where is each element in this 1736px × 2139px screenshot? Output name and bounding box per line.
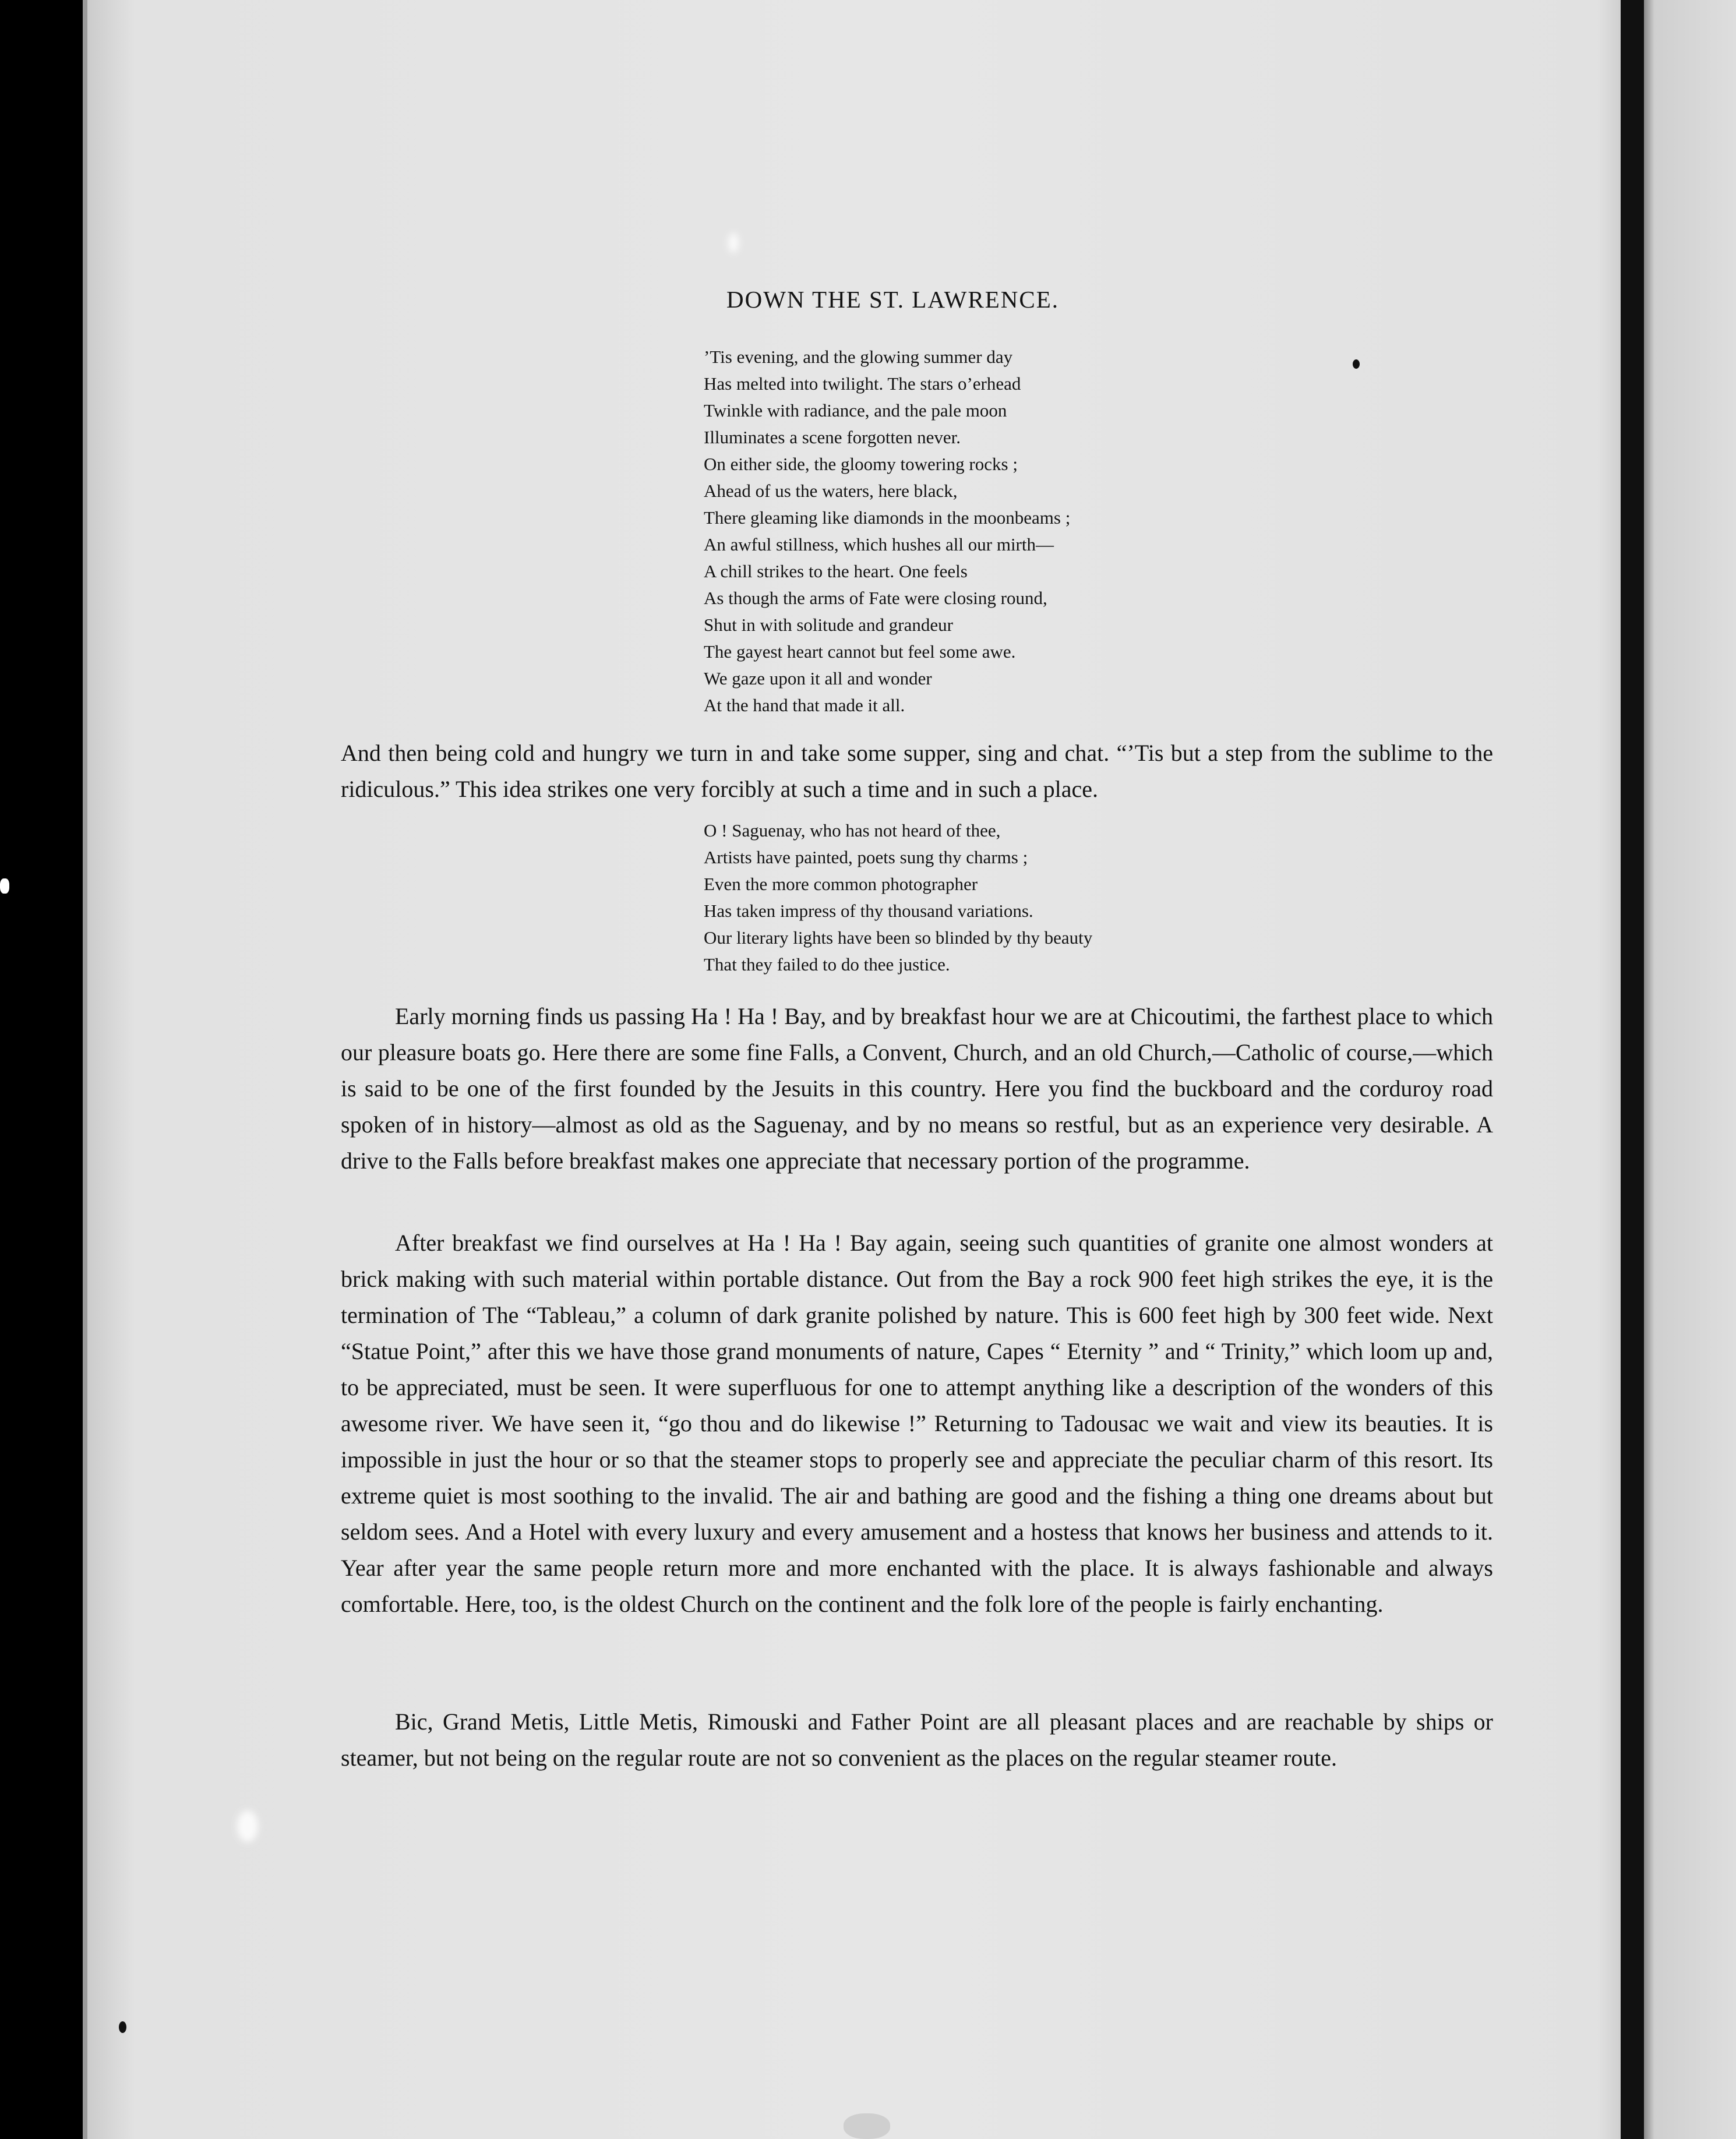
poem-line: On either side, the gloomy towering rocks ;: [704, 454, 1018, 474]
poem-line: Twinkle with radiance, and the pale moon: [704, 400, 1007, 421]
poem-line: A chill strikes to the heart. One feels: [704, 561, 968, 581]
poem-line: ’Tis evening, and the glowing summer day: [704, 347, 1013, 367]
poem-line: Our literary lights have been so blinded by thy beauty: [704, 927, 1093, 948]
poem-line: Illuminates a scene forgotten never.: [704, 427, 961, 447]
paragraph-ha-ha-bay: After breakfast we find ourselves at Ha ! Ha ! Bay again, seeing such quantities of granite one almost wonders at brick making with such material within portable distance. Out from the Bay a rock 900 feet high strikes the eye, it is the termination of The “Tableau,” a column of dark granite polished by nature. This is 600 feet high by 300 feet wide. Next “Statue Point,” after this we have those grand monuments of nature, Capes “ Eternity ” and “ Trinity,” which loom up and, to be appreciated, must be seen. It were superfluous for one to attempt anything like a description of the wonders of this awesome river. We have seen it, “go thou and do likewise !” Returning to Tadousac we wait and view its beauties. It is impossible in just the hour or so that the steamer stops to properly see and appreciate the peculiar charm of this resort. Its extreme quiet is most soothing to the invalid. The air and bathing are good and the fishing a thing one dreams about but seldom sees. And a Hotel with every luxury and every amusement and a hostess that knows her business and attends to it. Year after year the same people return more and more enchanted with the place. It is always fashionable and always comfortable. Here, too, is the oldest Church on the continent and the folk lore of the people is fairly enchanting.: [341, 1230, 1493, 1617]
poem-line: There gleaming like diamonds in the moonbeams ;: [704, 507, 1071, 528]
ink-speck: [1353, 359, 1360, 369]
scanned-page: [83, 0, 1621, 2139]
poem-line: Has taken impress of thy thousand variations.: [704, 901, 1033, 921]
ink-speck: [844, 2113, 890, 2139]
poem-saguenay-evening: [704, 344, 1070, 719]
page-title: DOWN THE ST. LAWRENCE.: [726, 286, 1059, 313]
paragraph-supper: And then being cold and hungry we turn in and take some supper, sing and chat. “’Tis but a step from the sublime to the ridiculous.” This idea strikes one very forcibly at such a time and in such a place.: [341, 740, 1493, 802]
poem-line: O ! Saguenay, who has not heard of thee,: [704, 820, 1001, 841]
poem-line: Even the more common photographer: [704, 874, 978, 894]
poem-line: We gaze upon it all and wonder: [704, 668, 932, 689]
poem-o-saguenay: [704, 817, 1092, 978]
poem-line: At the hand that made it all.: [704, 695, 905, 715]
poem-line: Has melted into twilight. The stars o’erhead: [704, 373, 1021, 394]
poem-line: An awful stillness, which hushes all our mirth—: [704, 534, 1054, 555]
poem-line: The gayest heart cannot but feel some awe.: [704, 641, 1016, 662]
ink-speck: [0, 878, 9, 894]
page-edge: [83, 0, 87, 2139]
poem-line: Shut in with solitude and grandeur: [704, 615, 953, 635]
poem-line: As though the arms of Fate were closing round,: [704, 588, 1047, 608]
book-gutter: [1621, 0, 1644, 2139]
poem-line: That they failed to do thee justice.: [704, 954, 950, 975]
poem-line: Artists have painted, poets sung thy charms ;: [704, 847, 1028, 867]
ink-speck: [119, 2021, 126, 2033]
poem-line: Ahead of us the waters, here black,: [704, 481, 958, 501]
paragraph-other-places: Bic, Grand Metis, Little Metis, Rimouski and Father Point are all pleasant places and are reachable by ships or steamer, but not being on the regular route are not so convenient as the places on the regular steamer route.: [341, 1709, 1493, 1771]
paper-smudge: [728, 233, 739, 253]
adjacent-page-edge: [1644, 0, 1736, 2139]
paper-smudge: [237, 1810, 258, 1842]
paragraph-chicoutimi: Early morning finds us passing Ha ! Ha ! Bay, and by breakfast hour we are at Chicoutimi, the farthest place to which our pleasure boats go. Here there are some fine Falls, a Convent, Church, and an old Church,—Catholic of course,—which is said to be one of the first founded by the Jesuits in this country. Here you find the buckboard and the corduroy road spoken of in history—almost as old as the Saguenay, and by no means so restful, but as an experience very desirable. A drive to the Falls before breakfast makes one appreciate that necessary portion of the programme.: [341, 1003, 1493, 1174]
